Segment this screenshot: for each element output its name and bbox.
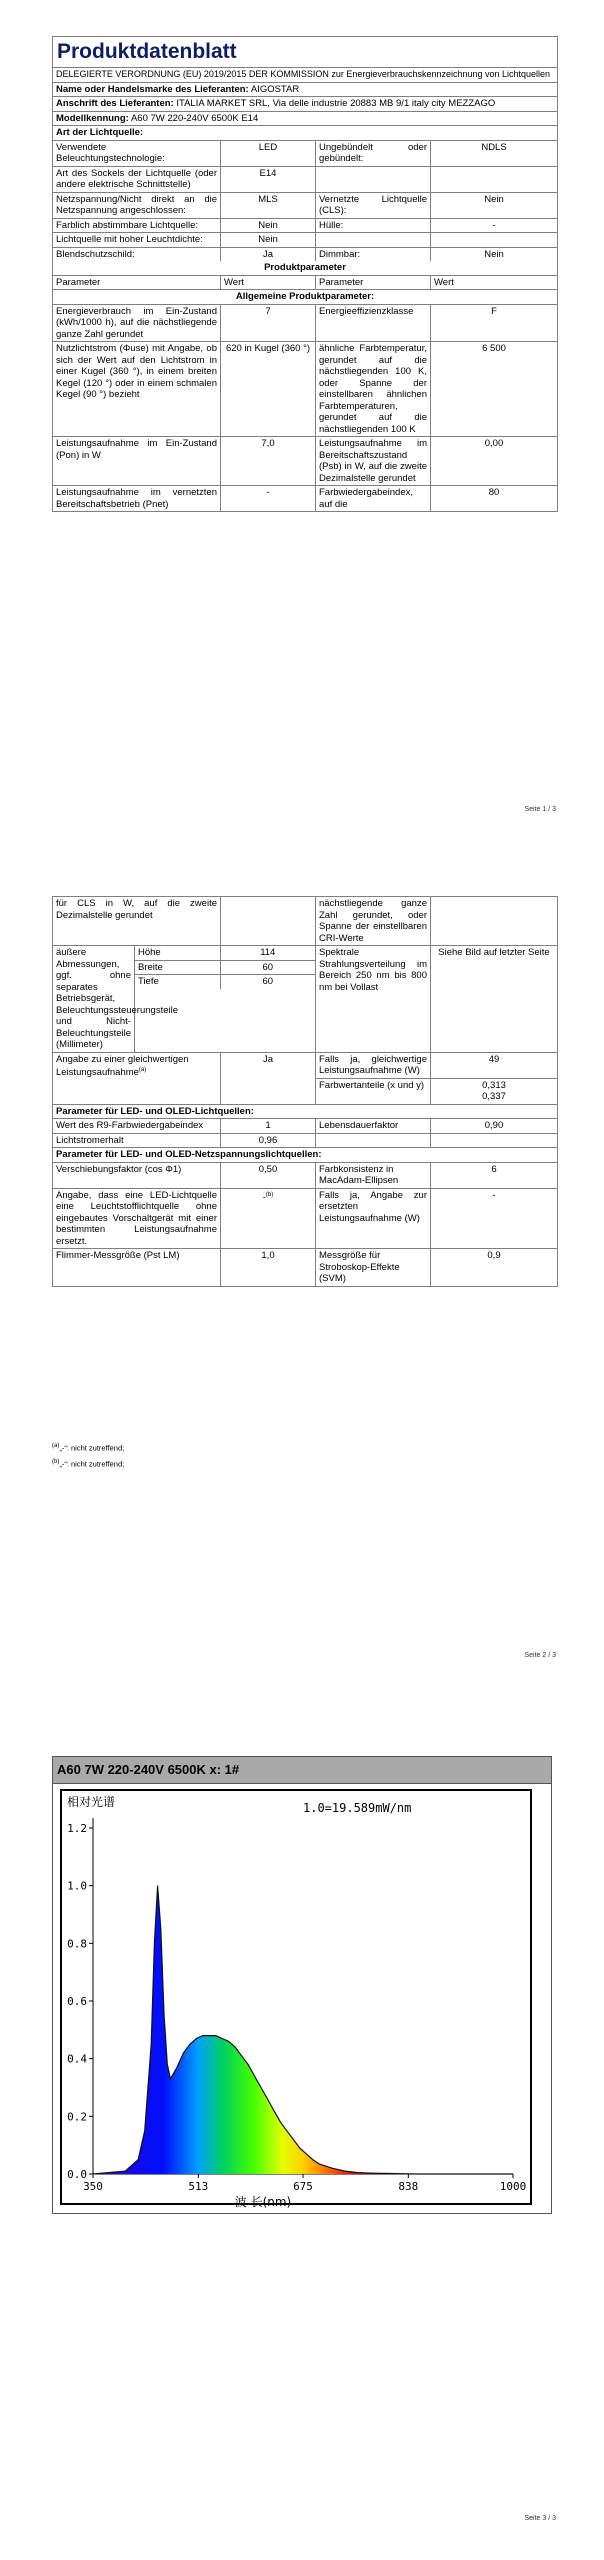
light-type-row: Netzspannung/Nicht direkt an die Netzspannung angeschlossen: MLS Vernetzte Lichtquelle (CLS): Nein [53, 193, 557, 219]
type-rows [53, 141, 557, 262]
dimensions-row: äußere Abmessungen, ggf. ohne separates Betriebsgerät, Beleuchtungssteuerungsteile und Nicht-Beleuchtungsteile (Millimeter) Höhe 114 Breite 60 Tiefe 60 Spektrale Strahlungsverteilung im Bereich 250 nm bis 800 nm bei Vollast Siehe Bild auf letzter Seite [53, 946, 557, 1053]
light-type-row: Lichtquelle mit hoher Leuchtdichte: Nein [53, 233, 557, 248]
datasheet-table [52, 36, 558, 512]
supplier-address: Anschrift des Lieferanten: ITALIA MARKET SRL, Via delle industrie 20883 MB 9/1 italy city MEZZAGO [56, 98, 496, 109]
footnote-b: $^{(b)}$„-“: nicht zutreffend; [52, 1459, 125, 1469]
y-tick-label: 1.2 [67, 1822, 87, 1835]
page-title: Produktdatenblatt [57, 40, 237, 63]
x-tick-label: 513 [188, 2180, 209, 2193]
x-tick-label: 350 [83, 2180, 103, 2193]
y-tick-label: 0.8 [67, 1937, 87, 1951]
scale-note: 1.0=19.589mW/nm [303, 1801, 412, 1815]
page-3 [0, 1720, 604, 2560]
y-axis-label: 相对光谱 [67, 1795, 116, 1809]
supplier-name: Name oder Handelsmarke des Lieferanten: AIGOSTAR [56, 83, 300, 95]
mains-params-header: Parameter für LED- und OLED-Netzspannungslichtquellen: [56, 1149, 322, 1160]
general-param-row: Leistungsaufnahme im Ein-Zustand (Pon) in W 7,0 Leistungsaufnahme im Bereitschaftszustand (Psb) in W, auf die zweite Dezimalstelle gerundet 0,00 [53, 437, 557, 486]
y-tick-label: 0.4 [67, 2052, 87, 2066]
light-type-row: Farblich abstimmbare Lichtquelle: Nein Hülle: - [53, 219, 557, 234]
light-type-row: Art des Sockels der Lichtquelle (oder andere elektrische Schnittstelle) E14 [53, 167, 557, 193]
x-tick-label: 1000 [499, 2180, 527, 2193]
light-type-row: Blendschutzschild: Ja Dimmbar: Nein [53, 248, 557, 262]
chart-title-bar: A60 7W 220-240V 6500K x: 1# [53, 1757, 551, 1784]
x-tick-label: 675 [293, 2180, 313, 2193]
spectrum-plot [53, 1784, 551, 2214]
plot-border [61, 1790, 531, 2204]
y-tick-label: 0.2 [67, 2110, 87, 2124]
page-2 [0, 860, 604, 1720]
led-params-header: Parameter für LED- und OLED-Lichtquellen: [56, 1105, 254, 1117]
page-footer: Seite 3 / 3 [524, 2515, 556, 2522]
type-header: Art der Lichtquelle: [56, 127, 144, 138]
dimension-row: Höhe 114 [135, 946, 315, 961]
spectrum-chart [52, 1756, 552, 2214]
y-tick-label: 1.0 [67, 1879, 87, 1893]
y-tick-label: 0.0 [67, 2168, 87, 2181]
general-param-row: Energieverbrauch im Ein-Zustand (kWh/1000 h), auf die nächstliegende ganze Zahl gerundet 7 Energieeffizienzklasse F [53, 305, 557, 343]
light-type-row: Verwendete Beleuchtungstechnologie: LED Ungebündelt oder gebündelt: NDLS [53, 141, 557, 167]
model-id: Modellkennung: A60 7W 220-240V 6500K E14 [56, 112, 259, 124]
general-params-header: Allgemeine Produktparameter: [235, 291, 375, 302]
dimensions-list [135, 946, 315, 989]
x-axis-label: 波 长(nm) [234, 2195, 292, 2209]
datasheet-table-cont: für CLS in W, auf die zweite Dezimalstelle gerundet nächstliegende ganze Zahl gerundet, oder Spanne der einstellbaren CRI-Werte äußere Abmessungen, ggf. ohne separates Betriebsgerät, Beleuchtungssteuerungsteile und Nicht-Beleuchtungsteile (Millimeter) Höhe 114 Breite 60 Tiefe 60 Spektrale Strahlungsverteilung im Bereich 250 nm bis 800 nm bei Vollast Siehe Bild auf letzter Seite Angabe zu einer gleichwertigen Leistungsaufnahme$^{(a)}$ Ja Falls ja, gleichwertige Leistungsaufnahme (W) 49 Farbwertanteile (x und y) 0,313 0,337 Parameter für LED- und OLED-Lichtquellen: Wert des R9-Farbwiedergabeindex 1 Lebensdauerfaktor 0,90 Lichtstromerhalt 0,96 Parameter für LED- und OLED-Netzspannungslichtquellen: Verschiebungsfaktor (cos Φ1) 0,50 Farbkonsistenz in MacAdam-Ellipsen 6 Angabe, dass eine LED-Lichtquelle eine Leuchtstofflichtquelle ohne eingebautes Vorschaltgerät mit einer bestimmten Leistungsaufnahme ersetzt. -$^{(b)}$ Falls ja, Angabe zur ersetzten Leistungsaufnahme (W) - Flimmer-Messgröße (Pst LM) 1,0 Messgröße für Stroboskop-Effekte (SVM) 0,9 [52, 896, 558, 1287]
column-headers: Parameter Wert Parameter Wert [53, 276, 557, 291]
general-param-row: Nutzlichtstrom (Φuse) mit Angabe, ob sich der Wert auf den Lichtstrom in einer Kugel (360 °), in einem breiten Kegel (120 °) oder in einem schmalen Kegel (90 °) bezieht 620 in Kugel (360 °) ähnliche Farbtemperatur, gerundet auf die nächstliegenden 100 K, oder Spanne der einstellbaren ähnlichen Farbtemperaturen, gerundet auf die nächstliegenden 100 K 6 500 [53, 342, 557, 437]
x-tick-label: 838 [398, 2180, 419, 2193]
general-param-row: Leistungsaufnahme im vernetzten Bereitschaftsbetrieb (Pnet) - Farbwiedergabeindex, auf die 80 [53, 486, 557, 511]
spectrum-area [93, 1886, 513, 2174]
regulation-text: DELEGIERTE VERORDNUNG (EU) 2019/2015 DER KOMMISSION zur Energieverbrauchskennzeichnung von Lichtquellen [56, 69, 551, 79]
dimension-row: Tiefe 60 [135, 975, 315, 989]
footnote-a: $^{(a)}$„-“: nicht zutreffend; [52, 1443, 125, 1453]
dimension-row: Breite 60 [135, 961, 315, 976]
page-footer: Seite 2 / 3 [524, 1652, 556, 1659]
product-params-header: Produktparameter [264, 262, 346, 273]
page-footer: Seite 1 / 3 [524, 806, 556, 813]
y-tick-label: 0.6 [67, 1995, 87, 2008]
general-rows [53, 305, 557, 512]
page-1 [0, 0, 604, 860]
